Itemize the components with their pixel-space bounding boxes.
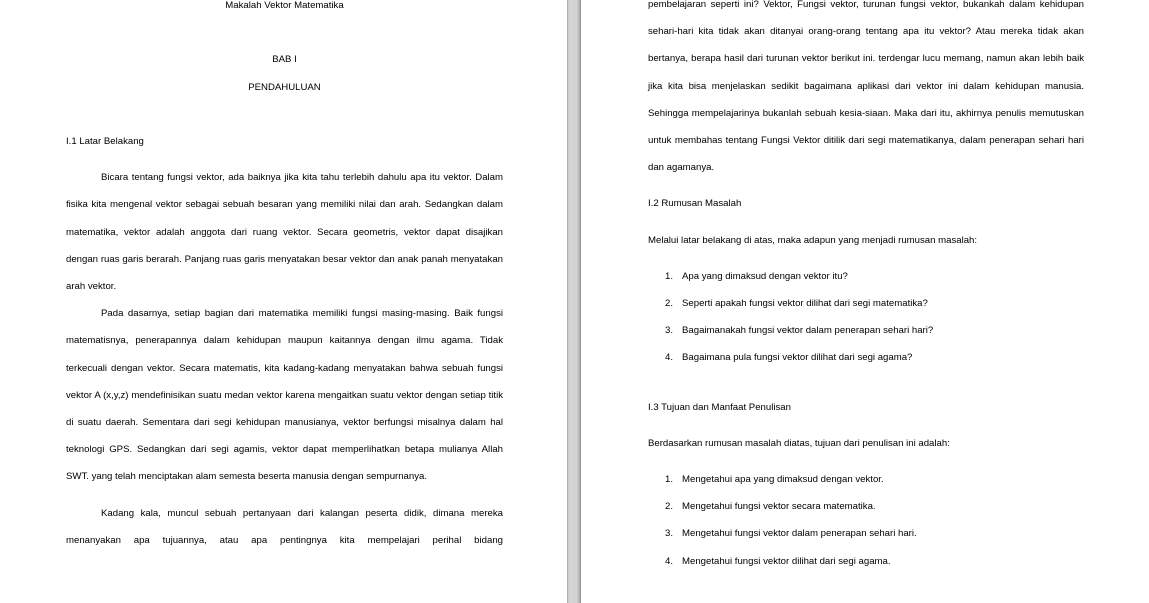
- page-header-title: Makalah Vektor Matematika: [225, 0, 344, 11]
- rumusan-intro: Melalui latar belakang di atas, maka adapun yang menjadi rumusan masalah:: [648, 234, 978, 246]
- section-title-rumusan-masalah: I.2 Rumusan Masalah: [648, 198, 742, 210]
- rumusan-list: [648, 263, 1084, 372]
- list-item: 4. Mengetahui fungsi vektor dilihat dari segi agama.: [665, 555, 891, 567]
- list-item: 2. Seperti apakah fungsi vektor dilihat dari segi matematika?: [665, 298, 928, 310]
- chapter-number: BAB I: [272, 54, 297, 66]
- paragraph-continued: pembelajaran seperti ini? Vektor, Fungsi vektor, turunan fungsi vektor, bukankah dalam kehidupan sehari-hari kita tidak akan ditanyai orang-orang tentang apa itu vektor? Atau mereka tidak akan bertanya, berapa hasil dari turunan vektor berikut ini. terdengar lucu memang, namun akan lebih baik jika kita bisa menjelaskan sedikit bagaimana aplikasi dari vektor ini dalam kehidupan manusia. Sehingga mempelajarinya bukanlah sebuah kesia-siaan. Maka dari itu, akhirnya penulis memutuskan untuk membahas tentang Fungsi Vektor ditilik dari segi matematikanya, dalam penerapan sehari hari dan agamanya.: [648, 0, 1084, 174]
- document-page-left[interactable]: [0, 0, 567, 603]
- list-item: 3. Bagaimanakah fungsi vektor dalam penerapan sehari hari?: [665, 325, 934, 337]
- section-title-latar-belakang: I.1 Latar Belakang: [66, 135, 144, 147]
- document-page-right[interactable]: [581, 0, 1149, 603]
- page-right-content: [648, 0, 1084, 575]
- chapter-title: PENDAHULUAN: [248, 81, 321, 93]
- section-title-tujuan: I.3 Tujuan dan Manfaat Penulisan: [648, 401, 791, 413]
- paragraph-3: Kadang kala, muncul sebuah pertanyaan dari kalangan peserta didik, dimana mereka menanyakan apa tujuannya, atau apa pentingnya kita mempelajari perihal bidang: [66, 507, 503, 546]
- paragraph-2: Pada dasarnya, setiap bagian dari matematika memiliki fungsi masing-masing. Baik fungsi matematisnya, penerapannya dalam kehidupan maupun kaitannya dengan ilmu agama. Tidak terkecuali dengan vektor. Secara matematis, kita kadang-kadang menyatakan bahwa sebuah fungsi vektor A (x,y,z) mendefinisikan suatu medan vektor karena mengaitkan suatu vektor dengan setiap titik di suatu daerah. Sementara dari segi kehidupan manusianya, vektor berfungsi misalnya dalam hal teknologi GPS. Sedangkan dari segi agamis, vektor dapat memperlihatkan betapa mulianya Allah SWT. yang telah menciptakan alam semesta beserta manusia dengan sempurnanya.: [66, 308, 503, 483]
- list-item: 2. Mengetahui fungsi vektor secara matematika.: [665, 501, 876, 513]
- tujuan-intro: Berdasarkan rumusan masalah diatas, tujuan dari penulisan ini adalah:: [648, 437, 950, 449]
- page-left-content: [66, 0, 503, 554]
- page-gutter: [567, 0, 581, 603]
- list-item: 3. Mengetahui fungsi vektor dalam penerapan sehari hari.: [665, 528, 917, 540]
- list-item: 1. Apa yang dimaksud dengan vektor itu?: [665, 270, 848, 282]
- list-item: 4. Bagaimana pula fungsi vektor dilihat dari segi agama?: [665, 352, 913, 364]
- paragraph-1: Bicara tentang fungsi vektor, ada baiknya jika kita tahu terlebih dahulu apa itu vektor. Dalam fisika kita mengenal vektor sebagai sebuah besaran yang memiliki nilai dan arah. Sedangkan dalam matematika, vektor adalah anggota dari ruang vektor. Secara geometris, vektor dapat disajikan dengan ruas garis berarah. Panjang ruas garis menyatakan besar vektor dan anak panah menyatakan arah vektor.: [66, 172, 503, 292]
- tujuan-list: [648, 466, 1084, 575]
- list-item: 1. Mengetahui apa yang dimaksud dengan vektor.: [665, 474, 884, 486]
